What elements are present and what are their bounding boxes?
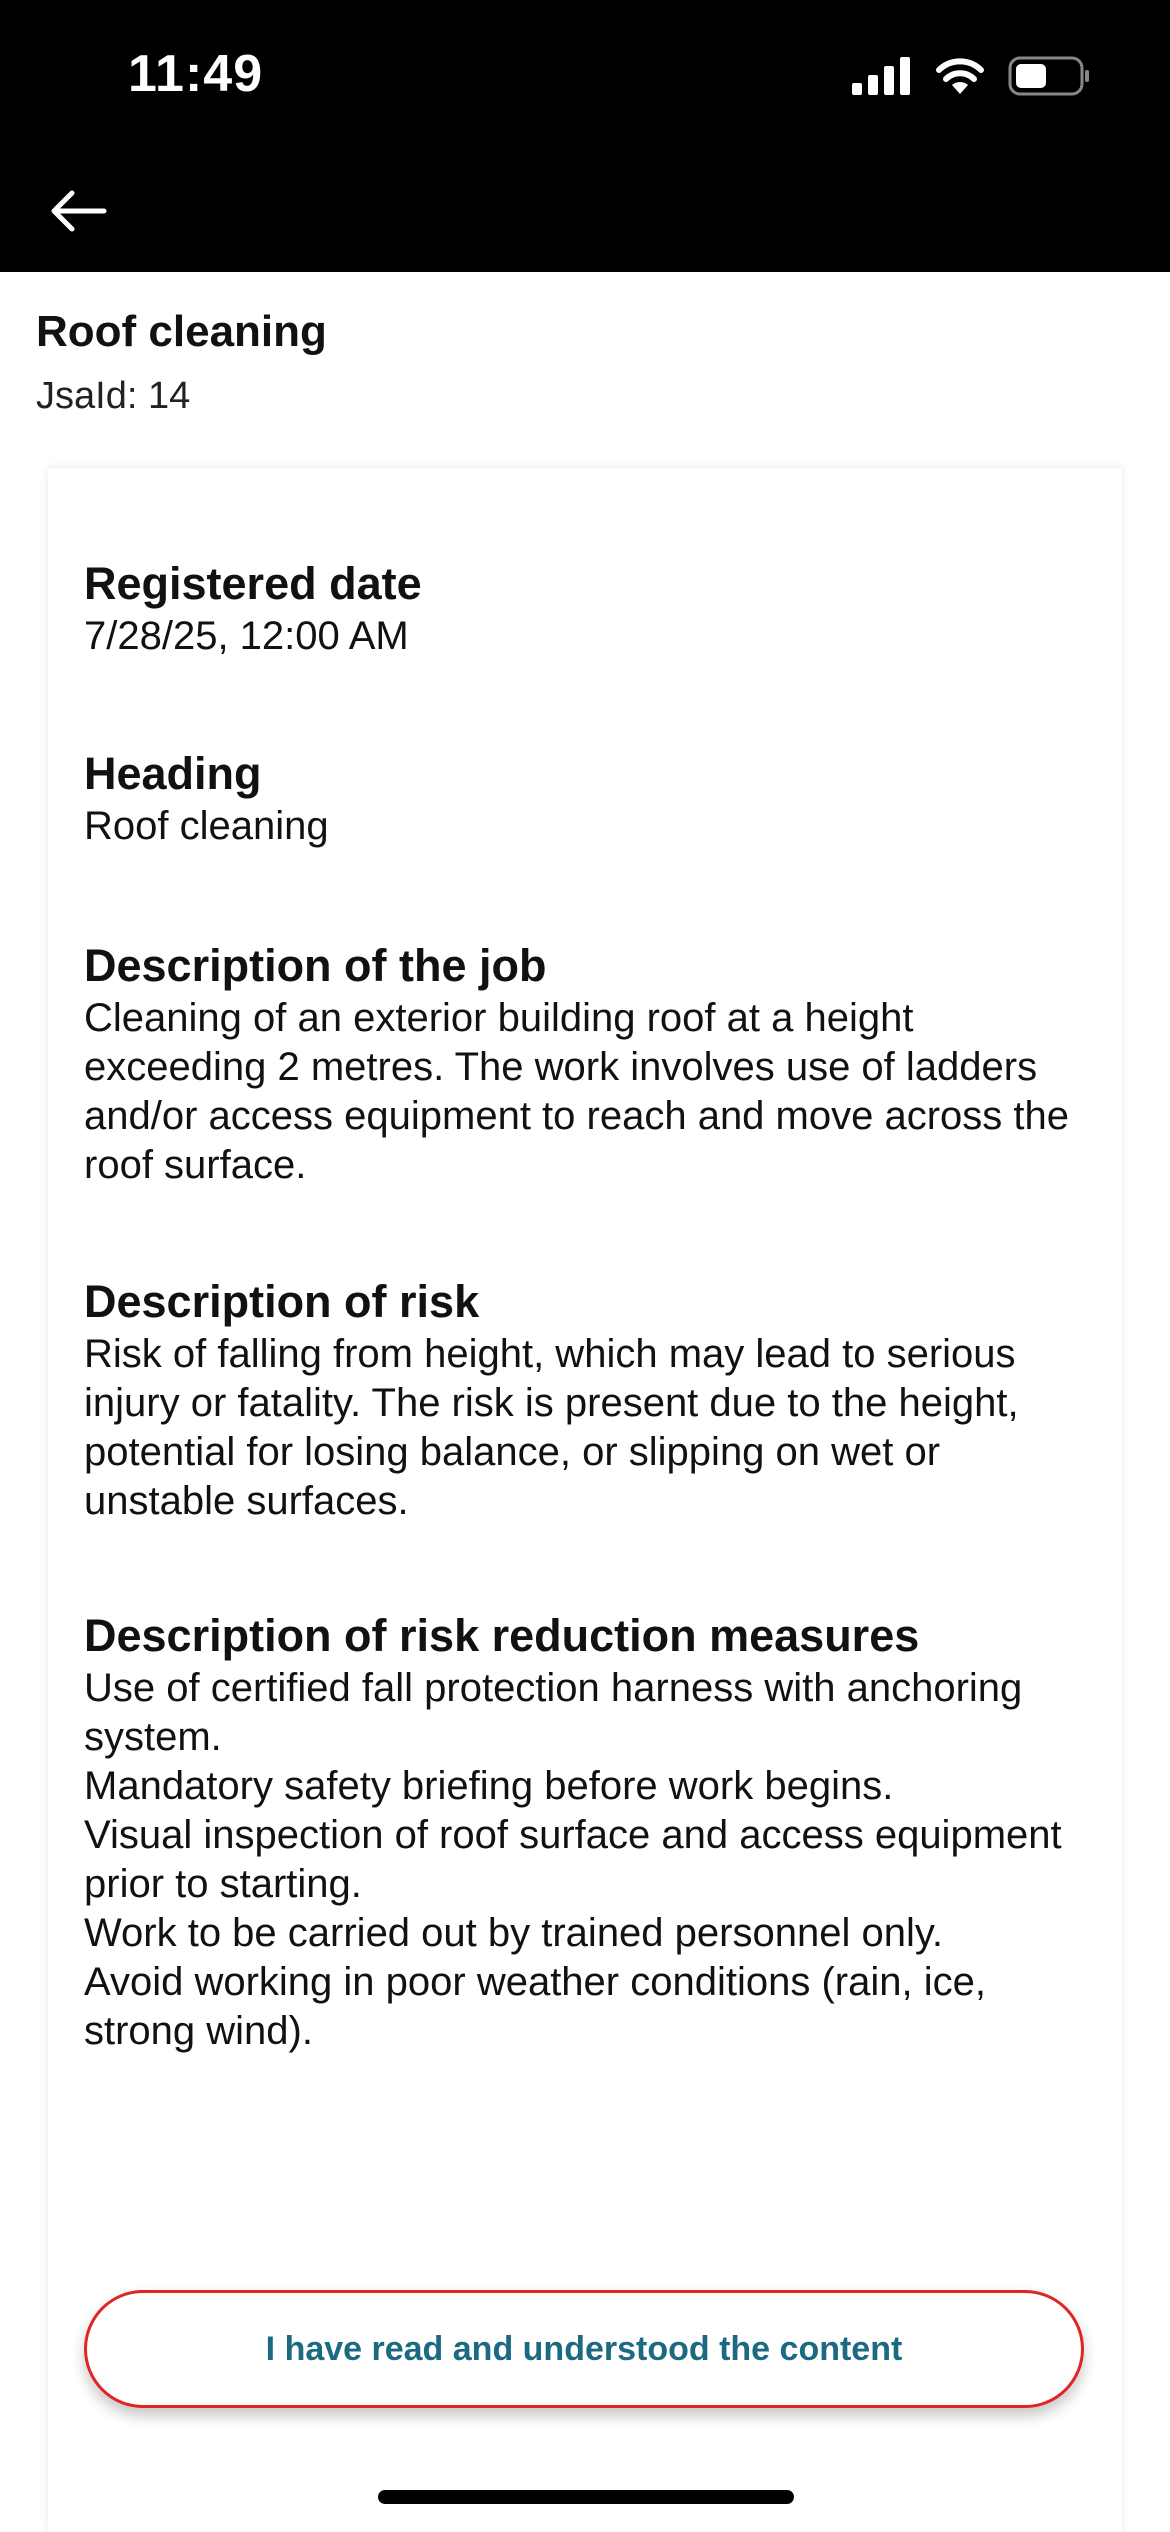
field-risk-description — [84, 1274, 1094, 1526]
battery-icon — [1008, 56, 1090, 96]
field-value: Risk of falling from height, which may lead to serious injury or fatality. The risk is present due to the height, potential for losing balance, or slipping on wet or unstable surfaces. — [84, 1332, 1019, 1523]
page-header — [36, 300, 1136, 424]
field-label: Heading — [84, 748, 262, 799]
wifi-icon — [934, 56, 986, 96]
field-heading — [84, 746, 1094, 851]
jsa-id: JsaId: 14 — [36, 375, 191, 417]
status-bar — [0, 0, 1170, 154]
app-bar — [0, 154, 1170, 272]
home-indicator[interactable] — [378, 2490, 794, 2504]
field-label: Description of risk — [84, 1276, 480, 1327]
field-value: 7/28/25, 12:00 AM — [84, 614, 409, 658]
jsa-details-card — [48, 468, 1122, 2532]
arrow-left-icon — [48, 189, 108, 238]
back-button[interactable] — [38, 178, 118, 248]
status-icons — [852, 56, 1090, 96]
field-value: Roof cleaning — [84, 804, 329, 848]
field-job-description — [84, 938, 1094, 1190]
field-risk-reduction-measures — [84, 1608, 1094, 2056]
read-and-understood-button-label: I have read and understood the content — [265, 2329, 903, 2368]
field-registered-date — [84, 556, 1094, 661]
read-and-understood-button[interactable] — [84, 2290, 1084, 2408]
status-time: 11:49 — [128, 45, 264, 103]
field-value: Use of certified fall protection harness with anchoring system. Mandatory safety briefing before work begins. Visual inspection of roof surface and access equipment prior to starting. Work to be carried out by trained personnel only. Avoid working in poor weather conditions (rain, ice, strong wind). — [84, 1666, 1062, 2053]
page-title: Roof cleaning — [36, 307, 327, 356]
field-value: Cleaning of an exterior building roof at a height exceeding 2 metres. The work involves use of ladders and/or access equipment to reach and move across the roof surface. — [84, 996, 1069, 1187]
cellular-signal-icon — [852, 57, 912, 95]
field-label: Description of the job — [84, 940, 547, 991]
field-label: Description of risk reduction measures — [84, 1610, 920, 1661]
field-label: Registered date — [84, 558, 422, 609]
